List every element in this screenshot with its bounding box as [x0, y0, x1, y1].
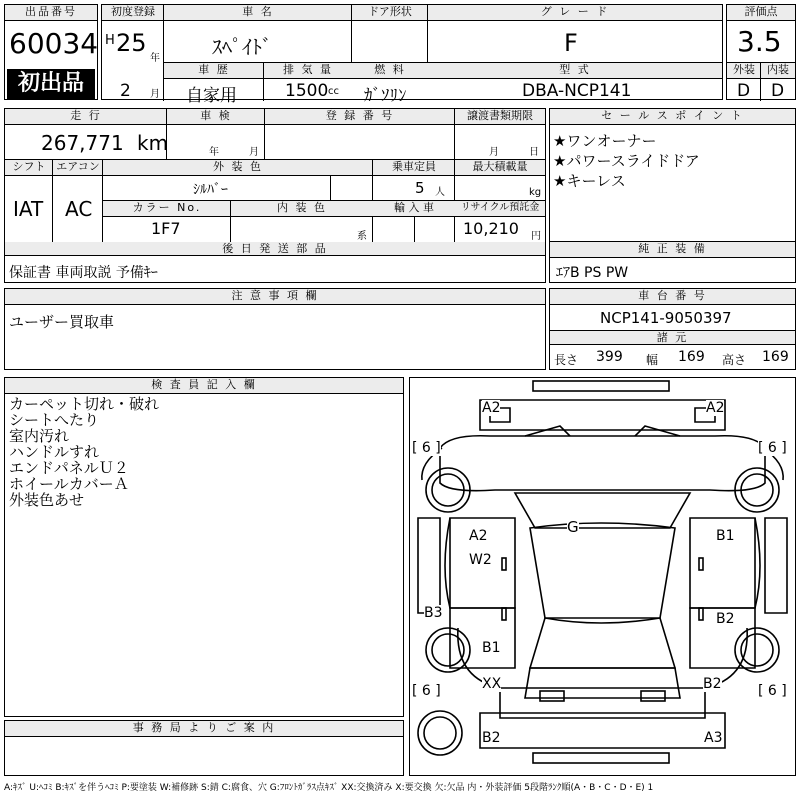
shipping-box	[4, 255, 546, 283]
mileage: 267,771	[41, 131, 124, 155]
load-label: 最大積載量	[455, 160, 545, 176]
displacement-label: 排 気 量	[264, 63, 352, 79]
reg-year: 25	[116, 29, 147, 57]
transfer-month: 月	[489, 147, 499, 158]
mark-right-rear-panel: B2	[716, 611, 735, 627]
fuel-label: 燃 料	[352, 63, 428, 79]
shift-label: シフト	[5, 160, 53, 176]
first-reg-label: 初度登録	[102, 5, 164, 21]
recycle: 10,210	[463, 219, 519, 238]
mark-front-right: A2	[706, 400, 725, 416]
notes-label: 注 意 事 項 欄	[5, 289, 545, 305]
mark-tire-tr: [ 6 ]	[758, 440, 787, 456]
capacity: 5	[415, 179, 425, 197]
inspector-item: 外装色あせ	[9, 491, 85, 509]
displacement: 1500	[285, 81, 329, 101]
exterior-grade: D	[737, 81, 751, 101]
sales-point-item: ★パワースライドドア	[553, 152, 700, 170]
year-unit: 年	[150, 53, 160, 64]
length-value: 399	[596, 349, 623, 365]
lot-box	[4, 4, 98, 100]
color-no-label: カラー No.	[103, 201, 231, 217]
month-unit: 月	[150, 89, 160, 100]
model-label: 型 式	[428, 63, 722, 79]
spec-table	[4, 108, 546, 256]
transfer-label: 譲渡書類期限	[455, 109, 545, 125]
reg-no-label: 登 録 番 号	[265, 109, 455, 125]
sales-point-item: ★キーレス	[553, 172, 626, 190]
width-value: 169	[678, 349, 705, 365]
inspector-item: エンドパネルＵ２	[9, 459, 129, 477]
score-box	[726, 4, 796, 100]
chassis-label: 車 台 番 号	[550, 289, 795, 305]
grade-label: グ レ ー ド	[428, 5, 722, 21]
int-color-label: 内 装 色	[231, 201, 373, 217]
mark-left-rear-bumper: XX	[482, 676, 502, 692]
transfer-day: 日	[529, 147, 539, 158]
chassis-box	[549, 288, 796, 370]
mark-right-door-front: B1	[716, 528, 735, 544]
inspector-item: カーペット切れ・破れ	[9, 395, 160, 413]
equipment-value: ｴｱB PS PW	[556, 265, 629, 281]
door-label: ドア形状	[352, 5, 428, 21]
shipping-value: 保証書 車両取説 予備ｷｰ	[9, 265, 158, 281]
notes-value: ユーザー買取車	[9, 313, 115, 331]
mark-rear-left: B2	[482, 730, 501, 746]
ext-color: ｼﾙﾊﾞｰ	[193, 182, 228, 198]
capacity-label: 乗車定員	[373, 160, 455, 176]
import-label: 輸 入 車	[373, 201, 455, 217]
office-label: 事 務 局 よ り ご 案 内	[5, 721, 403, 737]
displacement-unit: cc	[328, 86, 339, 97]
legend-footnote: A:ｷｽﾞ U:ﾍｺﾐ B:ｷｽﾞを伴うﾍｺﾐ P:要塗装 W:補修跡 S:錆 C:腐食、穴 G:ﾌﾛﾝﾄｶﾞﾗｽ点ｷｽﾞ XX:交換済み X:要交換 欠:欠品 内・外装評価 5段階ﾗﾝｸ順(A・B・C・D・E) 1	[4, 783, 654, 793]
car-diagram-svg	[410, 378, 795, 775]
ac: AC	[65, 197, 93, 221]
capacity-unit: 人	[435, 187, 445, 198]
mark-rear-right: A3	[704, 730, 723, 746]
height-label: 高さ	[722, 353, 747, 367]
car-name-label: 車 名	[164, 5, 352, 21]
inspector-item: シートへたり	[9, 411, 100, 429]
inspector-item: ハンドルすれ	[9, 443, 100, 461]
recycle-unit: 円	[531, 231, 541, 242]
mileage-label: 走 行	[5, 109, 167, 125]
exterior-label: 外装	[727, 63, 761, 79]
inspection-month: 月	[249, 147, 259, 158]
mark-glass: G	[567, 518, 579, 536]
width-label: 幅	[646, 353, 659, 367]
recycle-label: リサイクル預託金	[455, 201, 545, 217]
era: H	[105, 33, 115, 48]
ext-color-label: 外 装 色	[103, 160, 373, 176]
int-color-unit: 系	[357, 231, 367, 242]
model: DBA-NCP141	[522, 81, 632, 101]
grade: F	[564, 29, 578, 57]
inspector-item: 室内汚れ	[9, 427, 70, 445]
sales-point-item: ★ワンオーナー	[553, 132, 657, 150]
inspector-list	[9, 396, 159, 508]
history-label: 車 歴	[164, 63, 264, 79]
history: 自家用	[186, 86, 237, 106]
mark-tire-bl: [ 6 ]	[412, 683, 441, 699]
inspection-label: 車 検	[167, 109, 265, 125]
equipment-label: 純 正 装 備	[550, 242, 795, 258]
mileage-unit: km	[137, 131, 169, 155]
lot-number: 60034	[9, 27, 99, 60]
mark-tire-br: [ 6 ]	[758, 683, 787, 699]
mark-left-quarter: B1	[482, 640, 501, 656]
fuel: ｶﾞｿﾘﾝ	[364, 86, 407, 106]
score-label: 評価点	[727, 5, 795, 21]
shipping-label: 後 日 発 送 部 品	[5, 242, 545, 256]
mark-left-rear-panel: B3	[424, 605, 443, 621]
dims-label: 諸 元	[550, 331, 795, 345]
mark-front-left: A2	[482, 400, 501, 416]
reg-month: 2	[120, 81, 131, 101]
mark-left-door-w2: W2	[469, 552, 492, 568]
inspector-label: 検 査 員 記 入 欄	[5, 378, 403, 394]
color-no: 1F7	[151, 219, 181, 238]
load-unit: kg	[529, 187, 542, 198]
inspector-item: ホイールカバーＡ	[9, 475, 129, 493]
office-box	[4, 720, 404, 776]
interior-grade: D	[771, 81, 785, 101]
mark-left-door-front: A2	[469, 528, 488, 544]
inspector-box	[4, 377, 404, 717]
car-name: ｽﾍﾟｲﾄﾞ	[212, 35, 272, 59]
notes-box	[4, 288, 546, 370]
chassis-number: NCP141-9050397	[600, 309, 732, 327]
damage-diagram	[409, 377, 796, 776]
length-label: 長さ	[554, 353, 579, 367]
mark-tire-tl: [ 6 ]	[412, 440, 441, 456]
vehicle-header	[101, 4, 723, 106]
ac-label: エアコン	[53, 160, 103, 176]
sales-points-box	[549, 108, 796, 242]
equipment-box	[549, 241, 796, 283]
first-listing-badge: 初出品	[7, 69, 95, 99]
score: 3.5	[737, 25, 782, 58]
interior-label: 内装	[761, 63, 795, 79]
mark-right-quarter: B2	[703, 676, 722, 692]
shift: IAT	[13, 197, 44, 221]
sales-points-label: セ ー ル ス ポ イ ン ト	[550, 109, 795, 125]
lot-label: 出品番号	[5, 5, 97, 21]
sales-points-list	[553, 131, 700, 191]
height-value: 169	[762, 349, 789, 365]
inspection-year: 年	[209, 147, 219, 158]
